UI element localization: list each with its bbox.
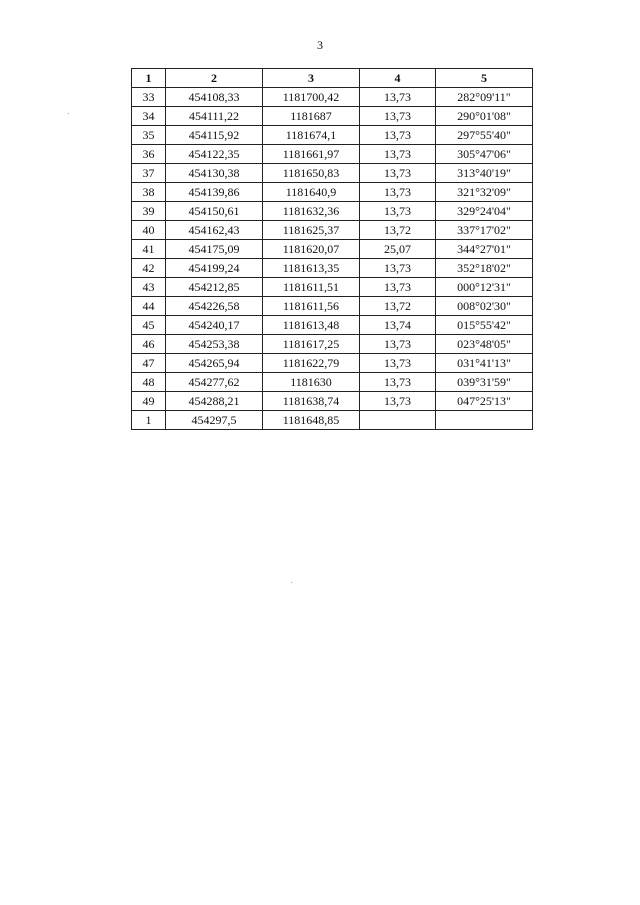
cell-distance: 13,73	[360, 88, 436, 107]
cell-point: 44	[132, 297, 166, 316]
cell-distance: 13,73	[360, 126, 436, 145]
cell-point: 1	[132, 411, 166, 430]
cell-bearing: 313°40'19"	[436, 164, 533, 183]
cell-y: 1181632,36	[263, 202, 360, 221]
cell-bearing	[436, 411, 533, 430]
cell-y: 1181650,83	[263, 164, 360, 183]
cell-y: 1181648,85	[263, 411, 360, 430]
cell-y: 1181617,25	[263, 335, 360, 354]
cell-x: 454108,33	[166, 88, 263, 107]
column-header-point: 1	[132, 69, 166, 88]
cell-distance: 13,73	[360, 373, 436, 392]
cell-bearing: 031°41'13"	[436, 354, 533, 373]
cell-x: 454115,92	[166, 126, 263, 145]
coordinates-table-container	[131, 68, 532, 430]
scan-speck	[291, 582, 292, 583]
cell-distance: 13,73	[360, 183, 436, 202]
table-row	[132, 145, 533, 164]
cell-bearing: 047°25'13"	[436, 392, 533, 411]
cell-bearing: 000°12'31"	[436, 278, 533, 297]
cell-point: 33	[132, 88, 166, 107]
cell-point: 39	[132, 202, 166, 221]
cell-y: 1181625,37	[263, 221, 360, 240]
cell-point: 43	[132, 278, 166, 297]
cell-bearing: 015°55'42"	[436, 316, 533, 335]
cell-x: 454122,35	[166, 145, 263, 164]
cell-x: 454175,09	[166, 240, 263, 259]
cell-x: 454150,61	[166, 202, 263, 221]
table-row	[132, 392, 533, 411]
table-row	[132, 297, 533, 316]
cell-x: 454162,43	[166, 221, 263, 240]
cell-x: 454226,58	[166, 297, 263, 316]
cell-x: 454288,21	[166, 392, 263, 411]
cell-bearing: 344°27'01"	[436, 240, 533, 259]
column-header-distance: 4	[360, 69, 436, 88]
cell-distance: 13,72	[360, 297, 436, 316]
cell-y: 1181611,51	[263, 278, 360, 297]
cell-bearing: 290°01'08"	[436, 107, 533, 126]
cell-distance: 13,73	[360, 107, 436, 126]
cell-y: 1181622,79	[263, 354, 360, 373]
table-header	[132, 69, 533, 88]
table-row	[132, 278, 533, 297]
table-row	[132, 126, 533, 145]
cell-distance: 13,73	[360, 145, 436, 164]
cell-point: 40	[132, 221, 166, 240]
cell-point: 48	[132, 373, 166, 392]
table-body	[132, 88, 533, 430]
cell-point: 45	[132, 316, 166, 335]
cell-x: 454265,94	[166, 354, 263, 373]
table-row	[132, 240, 533, 259]
cell-point: 42	[132, 259, 166, 278]
cell-bearing: 008°02'30"	[436, 297, 533, 316]
cell-distance	[360, 411, 436, 430]
cell-point: 35	[132, 126, 166, 145]
cell-point: 47	[132, 354, 166, 373]
cell-point: 49	[132, 392, 166, 411]
scan-speck	[68, 113, 69, 114]
cell-y: 1181620,07	[263, 240, 360, 259]
cell-point: 38	[132, 183, 166, 202]
column-header-x: 2	[166, 69, 263, 88]
cell-x: 454139,86	[166, 183, 263, 202]
cell-distance: 13,72	[360, 221, 436, 240]
table-row	[132, 354, 533, 373]
table-row	[132, 164, 533, 183]
cell-point: 41	[132, 240, 166, 259]
page-number: 3	[317, 38, 323, 52]
table-row	[132, 259, 533, 278]
cell-y: 1181687	[263, 107, 360, 126]
cell-y: 1181674,1	[263, 126, 360, 145]
table-row	[132, 202, 533, 221]
cell-x: 454199,24	[166, 259, 263, 278]
cell-y: 1181638,74	[263, 392, 360, 411]
cell-bearing: 329°24'04"	[436, 202, 533, 221]
cell-y: 1181611,56	[263, 297, 360, 316]
cell-bearing: 321°32'09"	[436, 183, 533, 202]
cell-bearing: 023°48'05"	[436, 335, 533, 354]
table-row	[132, 107, 533, 126]
cell-bearing: 297°55'40"	[436, 126, 533, 145]
cell-point: 46	[132, 335, 166, 354]
cell-x: 454277,62	[166, 373, 263, 392]
table-row	[132, 316, 533, 335]
cell-y: 1181613,35	[263, 259, 360, 278]
cell-bearing: 282°09'11"	[436, 88, 533, 107]
cell-distance: 13,74	[360, 316, 436, 335]
table-row	[132, 221, 533, 240]
cell-y: 1181700,42	[263, 88, 360, 107]
cell-distance: 13,73	[360, 164, 436, 183]
table-row	[132, 88, 533, 107]
cell-x: 454240,17	[166, 316, 263, 335]
cell-y: 1181613,48	[263, 316, 360, 335]
header-row	[132, 69, 533, 88]
cell-distance: 13,73	[360, 354, 436, 373]
cell-y: 1181661,97	[263, 145, 360, 164]
cell-point: 36	[132, 145, 166, 164]
table-row	[132, 411, 533, 430]
cell-point: 34	[132, 107, 166, 126]
cell-x: 454253,38	[166, 335, 263, 354]
cell-distance: 25,07	[360, 240, 436, 259]
cell-x: 454297,5	[166, 411, 263, 430]
table-row	[132, 183, 533, 202]
cell-bearing: 352°18'02"	[436, 259, 533, 278]
cell-distance: 13,73	[360, 259, 436, 278]
column-header-y: 3	[263, 69, 360, 88]
cell-y: 1181630	[263, 373, 360, 392]
cell-x: 454212,85	[166, 278, 263, 297]
cell-x: 454111,22	[166, 107, 263, 126]
cell-bearing: 305°47'06"	[436, 145, 533, 164]
cell-y: 1181640,9	[263, 183, 360, 202]
cell-bearing: 039°31'59"	[436, 373, 533, 392]
cell-bearing: 337°17'02"	[436, 221, 533, 240]
cell-point: 37	[132, 164, 166, 183]
coordinates-table	[131, 68, 533, 430]
column-header-bearing: 5	[436, 69, 533, 88]
cell-distance: 13,73	[360, 278, 436, 297]
table-row	[132, 373, 533, 392]
cell-distance: 13,73	[360, 335, 436, 354]
cell-x: 454130,38	[166, 164, 263, 183]
cell-distance: 13,73	[360, 202, 436, 221]
table-row	[132, 335, 533, 354]
cell-distance: 13,73	[360, 392, 436, 411]
